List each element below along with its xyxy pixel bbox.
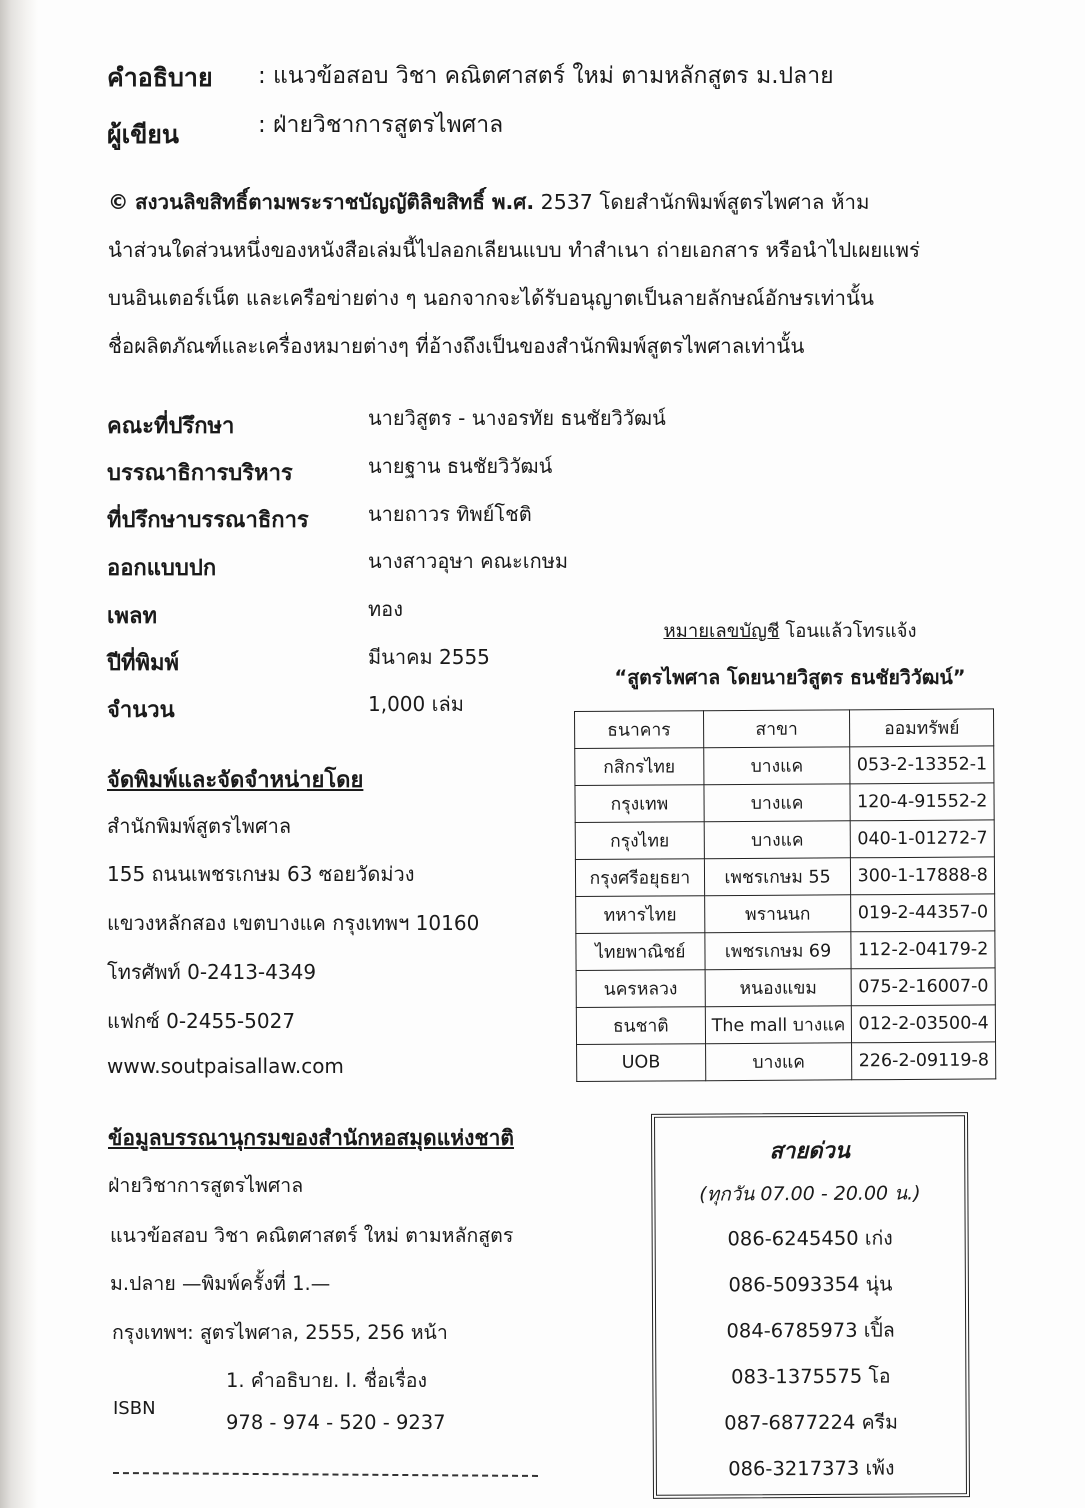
copyright-symbol: © xyxy=(108,190,129,214)
author-value: : ฝ่ายวิชาการสูตรไพศาล xyxy=(258,112,504,138)
hotline-contact: 086-5093354 นุ่น xyxy=(728,1272,893,1297)
column-header-branch: สาขา xyxy=(703,710,850,748)
staff-label: บรรณาธิการบริหาร xyxy=(107,461,293,486)
column-header-bank: ธนาคาร xyxy=(575,711,704,749)
publisher-address-line-1: 155 ถนนเพชรเกษม 63 ซอยวัดม่วง xyxy=(107,862,415,886)
table-row xyxy=(576,1005,995,1045)
bank-name: ไทยพาณิชย์ xyxy=(576,933,705,971)
publisher-heading: จัดพิมพ์และจัดจำหน่ายโดย xyxy=(107,768,364,793)
branch-name: The mall บางแค xyxy=(705,1006,852,1044)
isbn-label: ISBN xyxy=(113,1398,156,1419)
hotline-contact: 086-6245450 เก่ง xyxy=(727,1226,893,1251)
account-number: 120-4-91552-2 xyxy=(850,783,994,821)
bank-name: ทหารไทย xyxy=(576,896,705,934)
branch-name: พรานนก xyxy=(704,895,851,933)
publisher-website[interactable]: www.soutpaisallaw.com xyxy=(107,1054,344,1078)
account-number: 226-2-09119-8 xyxy=(852,1042,996,1080)
catalog-edition: ม.ปลาย —พิมพ์ครั้งที่ 1.— xyxy=(110,1272,331,1295)
account-number: 112-2-04179-2 xyxy=(851,931,995,969)
staff-label: ปีที่พิมพ์ xyxy=(107,651,179,676)
copyright-act: สงวนลิขสิทธิ์ตามพระราชบัญญัติลิขสิทธิ์ พ.ศ. xyxy=(135,190,535,214)
bank-name: กรุงไทย xyxy=(575,822,704,860)
branch-name: บางแค xyxy=(704,784,851,822)
hotline-hours: (ทุกวัน 07.00 - 20.00 น.) xyxy=(699,1182,921,1206)
table-row xyxy=(575,746,994,786)
copyright-notice xyxy=(108,178,1008,370)
hotline-title: สายด่วน xyxy=(769,1138,850,1165)
bank-name: ธนชาติ xyxy=(576,1007,705,1045)
staff-label: เพลท xyxy=(107,604,158,629)
hotline-contact: 084-6785973 เปิ้ล xyxy=(726,1318,895,1343)
catalog-author: ฝ่ายวิชาการสูตรไพศาล xyxy=(108,1174,304,1197)
hotline-contact: 083-1375575 โอ xyxy=(731,1364,891,1389)
catalog-heading: ข้อมูลบรรณานุกรมของสำนักหอสมุดแห่งชาติ xyxy=(108,1126,515,1150)
column-header-savings: ออมทรัพย์ xyxy=(850,709,994,747)
bank-name: กรุงศรีอยุธยา xyxy=(575,859,704,897)
catalog-subjects: 1. คำอธิบาย. I. ชื่อเรื่อง xyxy=(226,1369,428,1392)
catalog-title: แนวข้อสอบ วิชา คณิตศาสตร์ ใหม่ ตามหลักสูตร xyxy=(110,1224,514,1247)
account-instruction: โอนแล้วโทรแจ้ง xyxy=(785,621,917,642)
account-number: 040-1-01272-7 xyxy=(851,820,995,858)
staff-value: มีนาคม 2555 xyxy=(368,645,490,669)
branch-name: หนองแขม xyxy=(705,969,852,1007)
branch-name: บางแค xyxy=(705,1043,852,1081)
account-number: 075-2-16007-0 xyxy=(851,968,995,1006)
table-row xyxy=(576,894,995,934)
bank-name: กสิกรไทย xyxy=(575,748,704,786)
staff-value: 1,000 เล่ม xyxy=(368,692,464,716)
staff-label: จำนวน xyxy=(107,698,175,723)
branch-name: บางแค xyxy=(703,747,850,785)
staff-value: นายวิสูตร - นางอรทัย ธนชัยวิวัฒน์ xyxy=(368,406,666,430)
branch-name: เพชรเกษม 69 xyxy=(705,932,852,970)
description-label: คำอธิบาย xyxy=(107,63,213,92)
page-spine-shadow xyxy=(0,0,38,1508)
staff-label: ออกแบบปก xyxy=(107,556,217,581)
staff-value: นายฐาน ธนชัยวิวัฒน์ xyxy=(368,454,553,478)
bank-account-table xyxy=(574,708,996,1082)
copyright-line-3: บนอินเตอร์เน็ต และเครือข่ายต่าง ๆ นอกจากจะได้รับอนุญาตเป็นลายลักษณ์อักษรเท่านั้น xyxy=(108,286,874,310)
account-number: 300-1-17888-8 xyxy=(851,857,995,895)
table-row xyxy=(575,857,994,897)
bank-name: กรุงเทพ xyxy=(575,785,704,823)
description-value: : แนวข้อสอบ วิชา คณิตศาสตร์ ใหม่ ตามหลักสูตร ม.ปลาย xyxy=(258,63,834,89)
staff-value: นายถาวร ทิพย์โชติ xyxy=(368,502,532,526)
publisher-address-line-2: แขวงหลักสอง เขตบางแค กรุงเทพฯ 10160 xyxy=(107,911,480,935)
hotline-contact: 087-6877224 ครีม xyxy=(724,1410,898,1435)
copyright-year: 2537 xyxy=(540,190,593,214)
bank-name: นครหลวง xyxy=(576,970,705,1008)
staff-label: คณะที่ปรึกษา xyxy=(107,414,235,439)
branch-name: เพชรเกษม 55 xyxy=(704,858,851,896)
isbn-value: 978 - 974 - 520 - 9237 xyxy=(226,1411,446,1434)
catalog-imprint: กรุงเทพฯ: สูตรไพศาล, 2555, 256 หน้า xyxy=(112,1321,448,1344)
copyright-line-1 xyxy=(108,178,1008,226)
table-row xyxy=(576,931,995,971)
account-number: 019-2-44357-0 xyxy=(851,894,995,932)
table-row xyxy=(577,1042,996,1082)
account-number-label: หมายเลขบัญชี xyxy=(663,621,780,642)
bank-name: UOB xyxy=(577,1044,706,1082)
staff-value: นางสาวอุษา คณะเกษม xyxy=(368,549,569,573)
hotline-box xyxy=(651,1112,970,1499)
author-label: ผู้เขียน xyxy=(107,120,180,149)
account-name: “สูตรไพศาล โดยนายวิสูตร ธนชัยวิวัฒน์” xyxy=(614,666,966,689)
copyright-line-1-rest: โดยสำนักพิมพ์สูตรไพศาล ห้าม xyxy=(599,190,870,214)
account-number: 012-2-03500-4 xyxy=(852,1005,996,1043)
account-heading xyxy=(575,617,1005,646)
hotline-contact: 086-3217373 เพ้ง xyxy=(728,1456,895,1481)
account-number: 053-2-13352-1 xyxy=(850,746,994,784)
table-row xyxy=(576,968,995,1008)
table-header-row xyxy=(575,709,994,749)
table-row xyxy=(575,783,994,823)
dashed-divider xyxy=(113,1472,538,1477)
publisher-name: สำนักพิมพ์สูตรไพศาล xyxy=(107,814,292,838)
copyright-line-4: ชื่อผลิตภัณฑ์และเครื่องหมายต่างๆ ที่อ้างถึงเป็นของสำนักพิมพ์สูตรไพศาลเท่านั้น xyxy=(108,334,805,358)
publisher-phone: โทรศัพท์ 0-2413-4349 xyxy=(107,960,317,984)
copyright-line-2: นำส่วนใดส่วนหนึ่งของหนังสือเล่มนี้ไปลอกเลียนแบบ ทำสำเนา ถ่ายเอกสาร หรือนำไปเผยแพร่ xyxy=(108,238,920,262)
staff-label: ที่ปรึกษาบรรณาธิการ xyxy=(107,508,309,533)
table-row xyxy=(575,820,994,860)
staff-value: ทอง xyxy=(368,597,403,621)
branch-name: บางแค xyxy=(704,821,851,859)
publisher-fax: แฟกซ์ 0-2455-5027 xyxy=(107,1009,296,1033)
